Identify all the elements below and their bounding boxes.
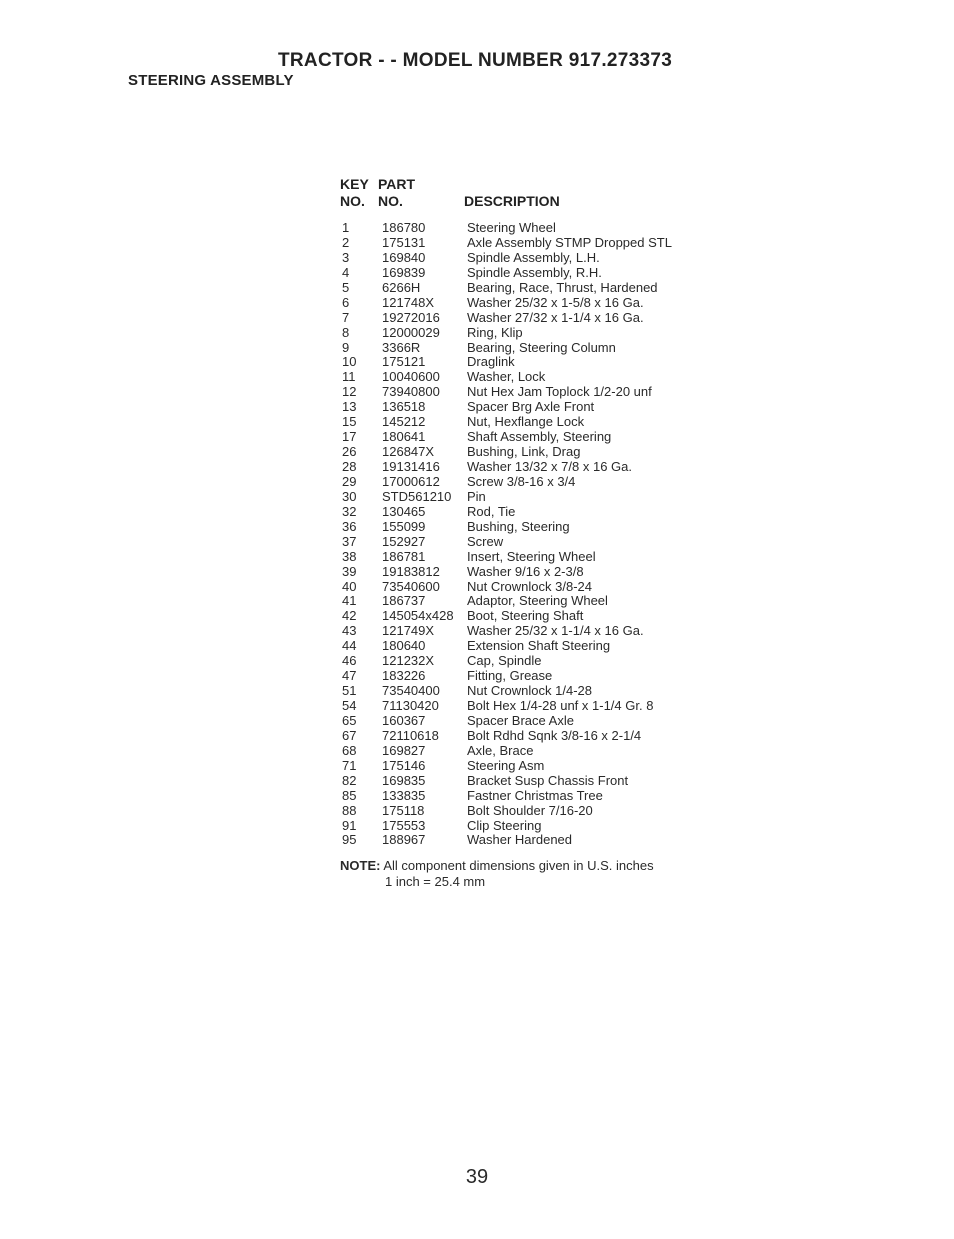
part-description: Cap, Spindle (467, 653, 542, 669)
key-number: 3 (342, 249, 350, 265)
part-description: Washer 9/16 x 2-3/8 (467, 563, 584, 579)
part-description: Draglink (467, 354, 515, 370)
part-number: STD561210 (382, 488, 452, 504)
part-description: Screw (467, 533, 504, 549)
header-part-line2: NO. (378, 193, 403, 209)
key-number: 40 (342, 578, 357, 594)
key-number: 43 (342, 623, 357, 639)
table-row (340, 429, 720, 444)
part-description: Pin (467, 488, 486, 504)
table-row (340, 474, 720, 489)
part-description: Screw 3/8-16 x 3/4 (467, 473, 576, 489)
part-description: Washer 27/32 x 1-1/4 x 16 Ga. (467, 309, 644, 325)
table-row (340, 564, 720, 579)
key-number: 4 (342, 264, 350, 280)
part-number: 152927 (382, 533, 426, 549)
key-number: 10 (342, 354, 357, 370)
part-number: 19272016 (382, 309, 440, 325)
header-key-line2: NO. (340, 193, 365, 209)
part-description: Shaft Assembly, Steering (467, 429, 612, 445)
part-description: Bushing, Link, Drag (467, 444, 581, 460)
parts-table-header (340, 176, 720, 210)
key-number: 13 (342, 399, 357, 415)
part-number: 126847X (382, 444, 435, 460)
part-number: 3366R (382, 339, 421, 355)
table-row (340, 579, 720, 594)
key-number: 71 (342, 757, 357, 773)
part-number: 175131 (382, 234, 426, 250)
part-number: 186737 (382, 593, 426, 609)
note-line-1 (340, 858, 654, 874)
part-number: 186781 (382, 548, 426, 564)
table-row (340, 668, 720, 683)
part-description: Adaptor, Steering Wheel (467, 593, 608, 609)
table-row (340, 623, 720, 638)
key-number: 26 (342, 444, 357, 460)
part-number: 130465 (382, 503, 426, 519)
table-row (340, 788, 720, 803)
table-row (340, 354, 720, 369)
part-description: Bracket Susp Chassis Front (467, 772, 629, 788)
part-number: 186780 (382, 220, 426, 235)
part-description: Bolt Hex 1/4-28 unf x 1-1/4 Gr. 8 (467, 698, 654, 713)
part-number: 145054x428 (382, 608, 454, 624)
part-description: Spacer Brg Axle Front (467, 399, 595, 415)
table-row (340, 265, 720, 280)
table-row (340, 310, 720, 325)
part-number: 169827 (382, 742, 426, 758)
part-description: Boot, Steering Shaft (467, 608, 584, 624)
part-number: 180641 (382, 429, 426, 445)
part-number: 121748X (382, 294, 435, 310)
key-number: 44 (342, 638, 357, 654)
parts-table-body (340, 220, 720, 847)
part-number: 175553 (382, 817, 426, 833)
part-number: 175146 (382, 757, 426, 773)
key-number: 8 (342, 324, 350, 340)
key-number: 5 (342, 279, 350, 295)
table-row (340, 818, 720, 833)
table-row (340, 459, 720, 474)
key-number: 41 (342, 593, 357, 609)
key-number: 37 (342, 533, 357, 549)
part-description: Bearing, Race, Thrust, Hardened (467, 279, 658, 295)
part-description: Nut Crownlock 3/8-24 (467, 578, 592, 594)
key-number: 67 (342, 727, 357, 743)
table-row (340, 325, 720, 340)
key-number: 91 (342, 817, 357, 833)
part-description: Washer, Lock (467, 369, 546, 385)
part-number: 73540400 (382, 683, 440, 699)
key-number: 9 (342, 339, 350, 355)
part-number: 73940800 (382, 384, 440, 400)
part-description: Washer 25/32 x 1-1/4 x 16 Ga. (467, 623, 644, 639)
key-number: 1 (342, 220, 350, 235)
part-number: 160367 (382, 712, 426, 728)
key-number: 85 (342, 787, 357, 803)
part-description: Nut Hex Jam Toplock 1/2-20 unf (467, 384, 652, 400)
part-description: Bushing, Steering (467, 518, 570, 534)
part-description: Bearing, Steering Column (467, 339, 616, 355)
part-description: Spindle Assembly, R.H. (467, 264, 602, 280)
table-row (340, 340, 720, 355)
table-row (340, 758, 720, 773)
parts-table (340, 176, 720, 847)
key-number: 36 (342, 518, 357, 534)
part-number: 175118 (382, 802, 425, 818)
dimension-note (340, 858, 654, 890)
part-number: 188967 (382, 832, 426, 848)
table-row (340, 384, 720, 399)
part-number: 12000029 (382, 324, 440, 340)
note-line-2: 1 inch = 25.4 mm (385, 874, 486, 889)
part-description: Spindle Assembly, L.H. (467, 249, 600, 265)
part-number: 6266H (382, 279, 421, 295)
page-title: TRACTOR - - MODEL NUMBER 917.273373 (278, 50, 673, 71)
table-row (340, 534, 720, 549)
part-description: Bolt Rdhd Sqnk 3/8-16 x 2-1/4 (467, 727, 642, 743)
part-description: Steering Asm (467, 757, 545, 773)
part-number: 71130420 (382, 698, 439, 713)
key-number: 2 (342, 234, 350, 250)
header-description: DESCRIPTION (464, 193, 560, 209)
part-number: 183226 (382, 668, 426, 684)
section-title: STEERING ASSEMBLY (128, 72, 294, 89)
table-row (340, 369, 720, 384)
table-row (340, 444, 720, 459)
part-number: 180640 (382, 638, 426, 654)
table-row (340, 608, 720, 623)
key-number: 46 (342, 653, 357, 669)
part-description: Clip Steering (467, 817, 542, 833)
table-row (340, 489, 720, 504)
part-description: Spacer Brace Axle (467, 712, 574, 728)
key-number: 51 (342, 683, 357, 699)
part-description: Fastner Christmas Tree (467, 787, 603, 803)
key-number: 42 (342, 608, 357, 624)
part-number: 10040600 (382, 369, 440, 385)
key-number: 28 (342, 459, 357, 474)
note-text: All component dimensions given in U.S. inches (380, 858, 654, 873)
table-row (340, 235, 720, 250)
table-row (340, 728, 720, 743)
part-description: Axle, Brace (467, 742, 534, 758)
table-row (340, 713, 720, 728)
part-number: 121232X (382, 653, 435, 669)
part-description: Rod, Tie (467, 503, 516, 519)
key-number: 95 (342, 832, 357, 848)
table-row (340, 220, 720, 235)
table-row (340, 295, 720, 310)
page-number: 39 (465, 1166, 489, 1188)
part-number: 133835 (382, 787, 426, 803)
table-row (340, 504, 720, 519)
key-number: 11 (342, 369, 356, 385)
table-row (340, 683, 720, 698)
part-description: Nut, Hexflange Lock (467, 414, 585, 430)
key-number: 47 (342, 668, 357, 684)
part-number: 169840 (382, 249, 426, 265)
key-number: 7 (342, 309, 350, 325)
part-description: Washer Hardened (467, 832, 573, 848)
part-number: 155099 (382, 518, 426, 534)
part-description: Washer 25/32 x 1-5/8 x 16 Ga. (467, 294, 644, 310)
table-row (340, 653, 720, 668)
part-description: Extension Shaft Steering (467, 638, 611, 654)
table-row (340, 698, 720, 713)
part-description: Ring, Klip (467, 324, 523, 340)
key-number: 38 (342, 548, 357, 564)
key-number: 30 (342, 488, 357, 504)
key-number: 54 (342, 698, 357, 713)
table-row (340, 803, 720, 818)
part-number: 121749X (382, 623, 435, 639)
part-number: 169839 (382, 264, 426, 280)
part-number: 175121 (382, 354, 426, 370)
table-row (340, 832, 720, 847)
table-row (340, 549, 720, 564)
part-description: Nut Crownlock 1/4-28 (467, 683, 592, 699)
key-number: 39 (342, 563, 357, 579)
part-number: 145212 (382, 414, 426, 430)
note-label: NOTE: (340, 858, 381, 873)
part-description: Bolt Shoulder 7/16-20 (467, 802, 593, 818)
part-number: 136518 (382, 399, 426, 415)
table-row (340, 773, 720, 788)
part-description: Insert, Steering Wheel (467, 548, 596, 564)
part-number: 19131416 (382, 459, 440, 474)
part-description: Washer 13/32 x 7/8 x 16 Ga. (467, 459, 632, 474)
part-number: 72110618 (382, 727, 439, 743)
table-row (340, 743, 720, 758)
part-number: 169835 (382, 772, 426, 788)
key-number: 68 (342, 742, 357, 758)
part-number: 19183812 (382, 563, 440, 579)
part-number: 73540600 (382, 578, 440, 594)
part-description: Steering Wheel (467, 220, 556, 235)
key-number: 65 (342, 712, 357, 728)
key-number: 88 (342, 802, 357, 818)
key-number: 82 (342, 772, 357, 788)
table-row (340, 250, 720, 265)
table-row (340, 638, 720, 653)
key-number: 12 (342, 384, 357, 400)
part-description: Fitting, Grease (467, 668, 553, 684)
part-description: Axle Assembly STMP Dropped STL (467, 234, 672, 250)
key-number: 29 (342, 473, 357, 489)
table-row (340, 593, 720, 608)
table-row (340, 399, 720, 414)
part-number: 17000612 (382, 473, 440, 489)
header-key-line1: KEY (340, 176, 369, 192)
key-number: 6 (342, 294, 350, 310)
key-number: 17 (342, 429, 357, 445)
table-row (340, 414, 720, 429)
header-part-line1: PART (378, 176, 416, 192)
table-row (340, 280, 720, 295)
key-number: 15 (342, 414, 357, 430)
key-number: 32 (342, 503, 357, 519)
table-row (340, 519, 720, 534)
